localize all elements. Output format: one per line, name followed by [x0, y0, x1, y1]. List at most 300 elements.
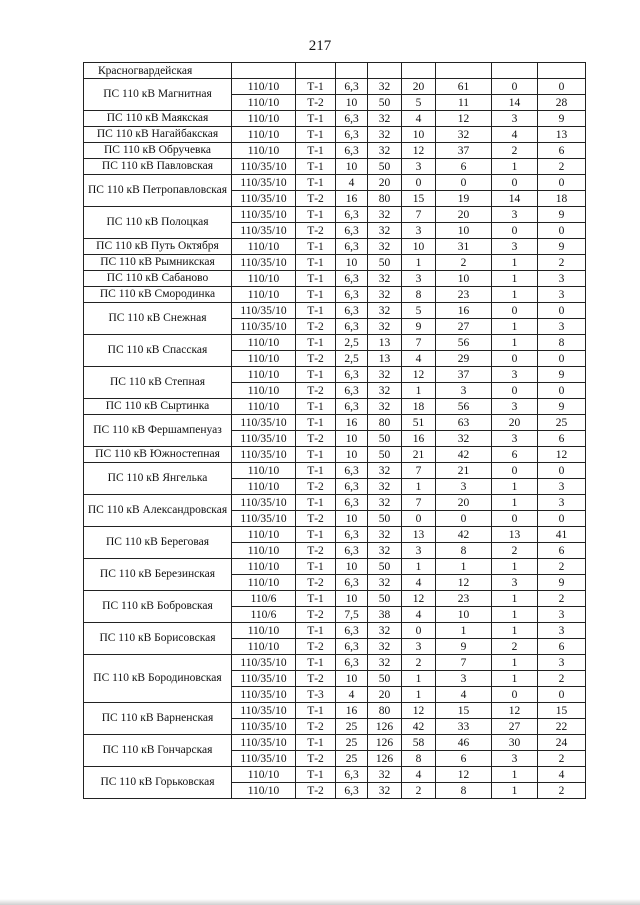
voltage-cell: 110/10: [232, 383, 296, 399]
reserve-mva-cell: 1: [492, 671, 538, 687]
capacity-cell: 6,3: [336, 463, 368, 479]
capacity-cell: 10: [336, 95, 368, 111]
current-cell: 50: [368, 511, 402, 527]
table-row: [84, 735, 586, 751]
reserve-mva-cell: 3: [492, 399, 538, 415]
reserve-mva-cell: 1: [492, 655, 538, 671]
load-percent-cell: 10: [436, 607, 492, 623]
reserve-mva-cell: 27: [492, 719, 538, 735]
load-percent-cell: 32: [436, 431, 492, 447]
table-row: [84, 143, 586, 159]
substation-name: ПС 110 кВ Сабаново: [84, 271, 232, 287]
substation-name: ПС 110 кВ Варненская: [84, 703, 232, 735]
substation-name: ПС 110 кВ Магнитная: [84, 79, 232, 111]
reserve-mva-cell: 1: [492, 495, 538, 511]
reserve-percent-cell: 13: [538, 127, 586, 143]
reserve-percent-cell: 9: [538, 367, 586, 383]
load-mva-cell: 12: [402, 143, 436, 159]
reserve-percent-cell: 3: [538, 623, 586, 639]
data-table: [83, 62, 586, 799]
load-mva-cell: 21: [402, 447, 436, 463]
transformer-cell: Т-2: [296, 383, 336, 399]
reserve-percent-cell: 18: [538, 191, 586, 207]
capacity-cell: 6,3: [336, 383, 368, 399]
reserve-mva-cell: 6: [492, 447, 538, 463]
capacity-cell: 10: [336, 431, 368, 447]
table-row: [84, 79, 586, 95]
substation-name: ПС 110 кВ Полоцкая: [84, 207, 232, 239]
reserve-percent-cell: 25: [538, 415, 586, 431]
table-row: [84, 527, 586, 543]
current-cell: 32: [368, 575, 402, 591]
load-percent-cell: 3: [436, 479, 492, 495]
load-mva-cell: 7: [402, 207, 436, 223]
capacity-cell: 6,3: [336, 271, 368, 287]
capacity-cell: 6,3: [336, 367, 368, 383]
reserve-percent-cell: 3: [538, 287, 586, 303]
current-cell: 13: [368, 351, 402, 367]
substation-name: ПС 110 кВ Степная: [84, 367, 232, 399]
reserve-mva-cell: 3: [492, 431, 538, 447]
load-mva-cell: 18: [402, 399, 436, 415]
transformer-cell: Т-1: [296, 127, 336, 143]
load-percent-cell: 31: [436, 239, 492, 255]
scan-edge: [0, 899, 640, 905]
transformer-cell: Т-1: [296, 399, 336, 415]
load-mva-cell: 1: [402, 383, 436, 399]
reserve-mva-cell: 3: [492, 575, 538, 591]
transformer-cell: Т-1: [296, 447, 336, 463]
voltage-cell: 110/10: [232, 463, 296, 479]
table-row: [84, 111, 586, 127]
table-row: [84, 175, 586, 191]
load-mva-cell: 13: [402, 527, 436, 543]
load-percent-cell: 11: [436, 95, 492, 111]
reserve-mva-cell: 0: [492, 383, 538, 399]
current-cell: 126: [368, 719, 402, 735]
current-cell: 32: [368, 383, 402, 399]
capacity-cell: 6,3: [336, 111, 368, 127]
table-row: [84, 591, 586, 607]
voltage-cell: 110/35/10: [232, 175, 296, 191]
voltage-cell: 110/10: [232, 783, 296, 799]
capacity-cell: 6,3: [336, 127, 368, 143]
transformer-cell: Т-2: [296, 191, 336, 207]
capacity-cell: 7,5: [336, 607, 368, 623]
reserve-percent-cell: 12: [538, 447, 586, 463]
current-cell: 126: [368, 751, 402, 767]
load-percent-cell: 6: [436, 159, 492, 175]
substation-name: ПС 110 кВ Спасская: [84, 335, 232, 367]
reserve-mva-cell: 1: [492, 287, 538, 303]
reserve-percent-cell: 2: [538, 783, 586, 799]
reserve-percent-cell: 24: [538, 735, 586, 751]
load-percent-cell: 12: [436, 111, 492, 127]
load-mva-cell: 1: [402, 559, 436, 575]
load-percent-cell: 56: [436, 399, 492, 415]
current-cell: 32: [368, 479, 402, 495]
reserve-percent-cell: 2: [538, 591, 586, 607]
reserve-percent-cell: 9: [538, 575, 586, 591]
voltage-cell: 110/10: [232, 127, 296, 143]
transformer-cell: Т-1: [296, 655, 336, 671]
capacity-cell: 6,3: [336, 655, 368, 671]
region-row: [84, 63, 586, 79]
capacity-cell: 6,3: [336, 319, 368, 335]
transformer-cell: Т-1: [296, 111, 336, 127]
substation-name: ПС 110 кВ Фершампенуаз: [84, 415, 232, 447]
reserve-mva-cell: 30: [492, 735, 538, 751]
reserve-mva-cell: 0: [492, 351, 538, 367]
voltage-cell: 110/35/10: [232, 255, 296, 271]
current-cell: 20: [368, 175, 402, 191]
load-percent-cell: 12: [436, 575, 492, 591]
reserve-mva-cell: 2: [492, 543, 538, 559]
transformer-cell: Т-1: [296, 159, 336, 175]
current-cell: 32: [368, 223, 402, 239]
load-mva-cell: 0: [402, 511, 436, 527]
table-row: [84, 447, 586, 463]
load-mva-cell: 51: [402, 415, 436, 431]
load-percent-cell: 3: [436, 383, 492, 399]
reserve-mva-cell: 4: [492, 127, 538, 143]
reserve-percent-cell: 0: [538, 351, 586, 367]
substation-name: ПС 110 кВ Петропавловская: [84, 175, 232, 207]
voltage-cell: 110/35/10: [232, 495, 296, 511]
reserve-mva-cell: 1: [492, 591, 538, 607]
empty-cell: [232, 63, 296, 79]
load-percent-cell: 37: [436, 367, 492, 383]
reserve-mva-cell: 0: [492, 511, 538, 527]
substation-name: ПС 110 кВ Смородинка: [84, 287, 232, 303]
substation-name: ПС 110 кВ Бородиновская: [84, 655, 232, 703]
current-cell: 13: [368, 335, 402, 351]
capacity-cell: 6,3: [336, 495, 368, 511]
voltage-cell: 110/35/10: [232, 415, 296, 431]
table-row: [84, 703, 586, 719]
voltage-cell: 110/10: [232, 623, 296, 639]
voltage-cell: 110/10: [232, 399, 296, 415]
load-mva-cell: 15: [402, 191, 436, 207]
reserve-percent-cell: 8: [538, 335, 586, 351]
load-mva-cell: 4: [402, 111, 436, 127]
current-cell: 32: [368, 623, 402, 639]
capacity-cell: 6,3: [336, 207, 368, 223]
capacity-cell: 10: [336, 671, 368, 687]
current-cell: 32: [368, 367, 402, 383]
reserve-mva-cell: 1: [492, 271, 538, 287]
current-cell: 80: [368, 191, 402, 207]
capacity-cell: 6,3: [336, 767, 368, 783]
voltage-cell: 110/35/10: [232, 511, 296, 527]
current-cell: 32: [368, 399, 402, 415]
reserve-mva-cell: 0: [492, 303, 538, 319]
reserve-mva-cell: 2: [492, 639, 538, 655]
empty-cell: [336, 63, 368, 79]
load-mva-cell: 7: [402, 335, 436, 351]
current-cell: 50: [368, 447, 402, 463]
load-mva-cell: 8: [402, 287, 436, 303]
capacity-cell: 6,3: [336, 623, 368, 639]
load-mva-cell: 5: [402, 303, 436, 319]
region-name: Красногвардейская: [84, 63, 232, 79]
load-percent-cell: 21: [436, 463, 492, 479]
table-row: [84, 287, 586, 303]
current-cell: 32: [368, 767, 402, 783]
transformer-cell: Т-1: [296, 495, 336, 511]
table-row: [84, 255, 586, 271]
empty-cell: [492, 63, 538, 79]
reserve-mva-cell: 1: [492, 623, 538, 639]
reserve-percent-cell: 3: [538, 479, 586, 495]
load-mva-cell: 58: [402, 735, 436, 751]
load-percent-cell: 42: [436, 527, 492, 543]
capacity-cell: 25: [336, 735, 368, 751]
current-cell: 32: [368, 463, 402, 479]
substation-name: ПС 110 кВ Путь Октября: [84, 239, 232, 255]
load-mva-cell: 2: [402, 783, 436, 799]
capacity-cell: 6,3: [336, 239, 368, 255]
reserve-percent-cell: 3: [538, 607, 586, 623]
capacity-cell: 16: [336, 191, 368, 207]
current-cell: 50: [368, 95, 402, 111]
reserve-mva-cell: 14: [492, 95, 538, 111]
substation-name: ПС 110 кВ Обручевка: [84, 143, 232, 159]
load-mva-cell: 42: [402, 719, 436, 735]
reserve-percent-cell: 22: [538, 719, 586, 735]
transformer-cell: Т-1: [296, 527, 336, 543]
load-percent-cell: 56: [436, 335, 492, 351]
capacity-cell: 4: [336, 687, 368, 703]
transformer-cell: Т-1: [296, 415, 336, 431]
load-mva-cell: 1: [402, 255, 436, 271]
empty-cell: [296, 63, 336, 79]
capacity-cell: 25: [336, 719, 368, 735]
load-percent-cell: 1: [436, 623, 492, 639]
reserve-mva-cell: 3: [492, 751, 538, 767]
voltage-cell: 110/35/10: [232, 655, 296, 671]
substation-name: ПС 110 кВ Александровская: [84, 495, 232, 527]
transformer-cell: Т-2: [296, 95, 336, 111]
transformer-cell: Т-3: [296, 687, 336, 703]
voltage-cell: 110/35/10: [232, 431, 296, 447]
voltage-cell: 110/10: [232, 575, 296, 591]
load-mva-cell: 8: [402, 751, 436, 767]
transformer-cell: Т-1: [296, 735, 336, 751]
transformer-cell: Т-1: [296, 623, 336, 639]
load-mva-cell: 16: [402, 431, 436, 447]
transformer-cell: Т-1: [296, 271, 336, 287]
load-percent-cell: 4: [436, 687, 492, 703]
capacity-cell: 10: [336, 559, 368, 575]
voltage-cell: 110/10: [232, 559, 296, 575]
load-mva-cell: 10: [402, 239, 436, 255]
voltage-cell: 110/10: [232, 639, 296, 655]
load-mva-cell: 3: [402, 639, 436, 655]
load-percent-cell: 0: [436, 175, 492, 191]
load-percent-cell: 61: [436, 79, 492, 95]
load-percent-cell: 7: [436, 655, 492, 671]
table-row: [84, 159, 586, 175]
reserve-percent-cell: 0: [538, 383, 586, 399]
voltage-cell: 110/10: [232, 287, 296, 303]
substation-name: ПС 110 кВ Янгелька: [84, 463, 232, 495]
table-row: [84, 415, 586, 431]
substation-name: ПС 110 кВ Нагайбакская: [84, 127, 232, 143]
voltage-cell: 110/35/10: [232, 735, 296, 751]
voltage-cell: 110/35/10: [232, 319, 296, 335]
voltage-cell: 110/35/10: [232, 671, 296, 687]
reserve-percent-cell: 0: [538, 511, 586, 527]
load-mva-cell: 10: [402, 127, 436, 143]
load-mva-cell: 1: [402, 687, 436, 703]
current-cell: 32: [368, 239, 402, 255]
load-percent-cell: 10: [436, 223, 492, 239]
capacity-cell: 10: [336, 159, 368, 175]
substation-name: ПС 110 кВ Горьковская: [84, 767, 232, 799]
current-cell: 32: [368, 543, 402, 559]
table-row: [84, 559, 586, 575]
capacity-cell: 6,3: [336, 575, 368, 591]
voltage-cell: 110/10: [232, 95, 296, 111]
reserve-mva-cell: 0: [492, 463, 538, 479]
transformer-cell: Т-1: [296, 591, 336, 607]
load-mva-cell: 9: [402, 319, 436, 335]
reserve-percent-cell: 0: [538, 79, 586, 95]
capacity-cell: 6,3: [336, 79, 368, 95]
load-percent-cell: 8: [436, 543, 492, 559]
empty-cell: [368, 63, 402, 79]
capacity-cell: 10: [336, 511, 368, 527]
substation-load-table: [83, 62, 585, 799]
transformer-cell: Т-1: [296, 463, 336, 479]
voltage-cell: 110/35/10: [232, 687, 296, 703]
substation-name: ПС 110 кВ Борисовская: [84, 623, 232, 655]
reserve-percent-cell: 4: [538, 767, 586, 783]
reserve-mva-cell: 0: [492, 687, 538, 703]
reserve-percent-cell: 0: [538, 175, 586, 191]
transformer-cell: Т-2: [296, 751, 336, 767]
load-mva-cell: 3: [402, 271, 436, 287]
current-cell: 32: [368, 111, 402, 127]
table-row: [84, 463, 586, 479]
table-row: [84, 623, 586, 639]
transformer-cell: Т-2: [296, 575, 336, 591]
substation-name: ПС 110 кВ Южностепная: [84, 447, 232, 463]
current-cell: 32: [368, 655, 402, 671]
load-percent-cell: 0: [436, 511, 492, 527]
current-cell: 80: [368, 415, 402, 431]
table-row: [84, 767, 586, 783]
load-percent-cell: 33: [436, 719, 492, 735]
reserve-mva-cell: 1: [492, 783, 538, 799]
voltage-cell: 110/35/10: [232, 159, 296, 175]
reserve-percent-cell: 2: [538, 159, 586, 175]
load-mva-cell: 7: [402, 463, 436, 479]
reserve-percent-cell: 3: [538, 655, 586, 671]
reserve-percent-cell: 3: [538, 271, 586, 287]
load-mva-cell: 2: [402, 655, 436, 671]
load-percent-cell: 46: [436, 735, 492, 751]
reserve-mva-cell: 13: [492, 527, 538, 543]
transformer-cell: Т-2: [296, 639, 336, 655]
table-row: [84, 335, 586, 351]
transformer-cell: Т-1: [296, 287, 336, 303]
reserve-mva-cell: 3: [492, 239, 538, 255]
substation-name: ПС 110 кВ Павловская: [84, 159, 232, 175]
transformer-cell: Т-1: [296, 255, 336, 271]
voltage-cell: 110/10: [232, 111, 296, 127]
current-cell: 126: [368, 735, 402, 751]
reserve-mva-cell: 3: [492, 111, 538, 127]
substation-name: ПС 110 кВ Бобровская: [84, 591, 232, 623]
load-mva-cell: 4: [402, 767, 436, 783]
reserve-percent-cell: 9: [538, 239, 586, 255]
load-percent-cell: 10: [436, 271, 492, 287]
current-cell: 50: [368, 671, 402, 687]
reserve-mva-cell: 0: [492, 223, 538, 239]
load-mva-cell: 3: [402, 543, 436, 559]
empty-cell: [436, 63, 492, 79]
current-cell: 32: [368, 207, 402, 223]
transformer-cell: Т-1: [296, 367, 336, 383]
table-row: [84, 271, 586, 287]
table-row: [84, 127, 586, 143]
reserve-mva-cell: 0: [492, 175, 538, 191]
reserve-percent-cell: 9: [538, 111, 586, 127]
load-mva-cell: 12: [402, 591, 436, 607]
voltage-cell: 110/35/10: [232, 719, 296, 735]
load-percent-cell: 27: [436, 319, 492, 335]
load-mva-cell: 1: [402, 671, 436, 687]
current-cell: 20: [368, 687, 402, 703]
voltage-cell: 110/10: [232, 239, 296, 255]
capacity-cell: 2,5: [336, 335, 368, 351]
transformer-cell: Т-2: [296, 783, 336, 799]
capacity-cell: 6,3: [336, 479, 368, 495]
capacity-cell: 4: [336, 175, 368, 191]
transformer-cell: Т-2: [296, 719, 336, 735]
load-percent-cell: 8: [436, 783, 492, 799]
voltage-cell: 110/35/10: [232, 303, 296, 319]
reserve-percent-cell: 3: [538, 495, 586, 511]
current-cell: 32: [368, 143, 402, 159]
load-percent-cell: 29: [436, 351, 492, 367]
load-mva-cell: 3: [402, 223, 436, 239]
current-cell: 32: [368, 271, 402, 287]
voltage-cell: 110/10: [232, 367, 296, 383]
reserve-mva-cell: 1: [492, 335, 538, 351]
voltage-cell: 110/10: [232, 767, 296, 783]
current-cell: 32: [368, 495, 402, 511]
reserve-percent-cell: 15: [538, 703, 586, 719]
capacity-cell: 6,3: [336, 639, 368, 655]
transformer-cell: Т-2: [296, 223, 336, 239]
transformer-cell: Т-2: [296, 319, 336, 335]
current-cell: 38: [368, 607, 402, 623]
load-percent-cell: 42: [436, 447, 492, 463]
current-cell: 50: [368, 591, 402, 607]
transformer-cell: Т-2: [296, 351, 336, 367]
load-percent-cell: 16: [436, 303, 492, 319]
load-mva-cell: 4: [402, 351, 436, 367]
reserve-percent-cell: 6: [538, 543, 586, 559]
capacity-cell: 10: [336, 591, 368, 607]
capacity-cell: 6,3: [336, 399, 368, 415]
table-row: [84, 399, 586, 415]
load-mva-cell: 3: [402, 159, 436, 175]
load-mva-cell: 12: [402, 367, 436, 383]
